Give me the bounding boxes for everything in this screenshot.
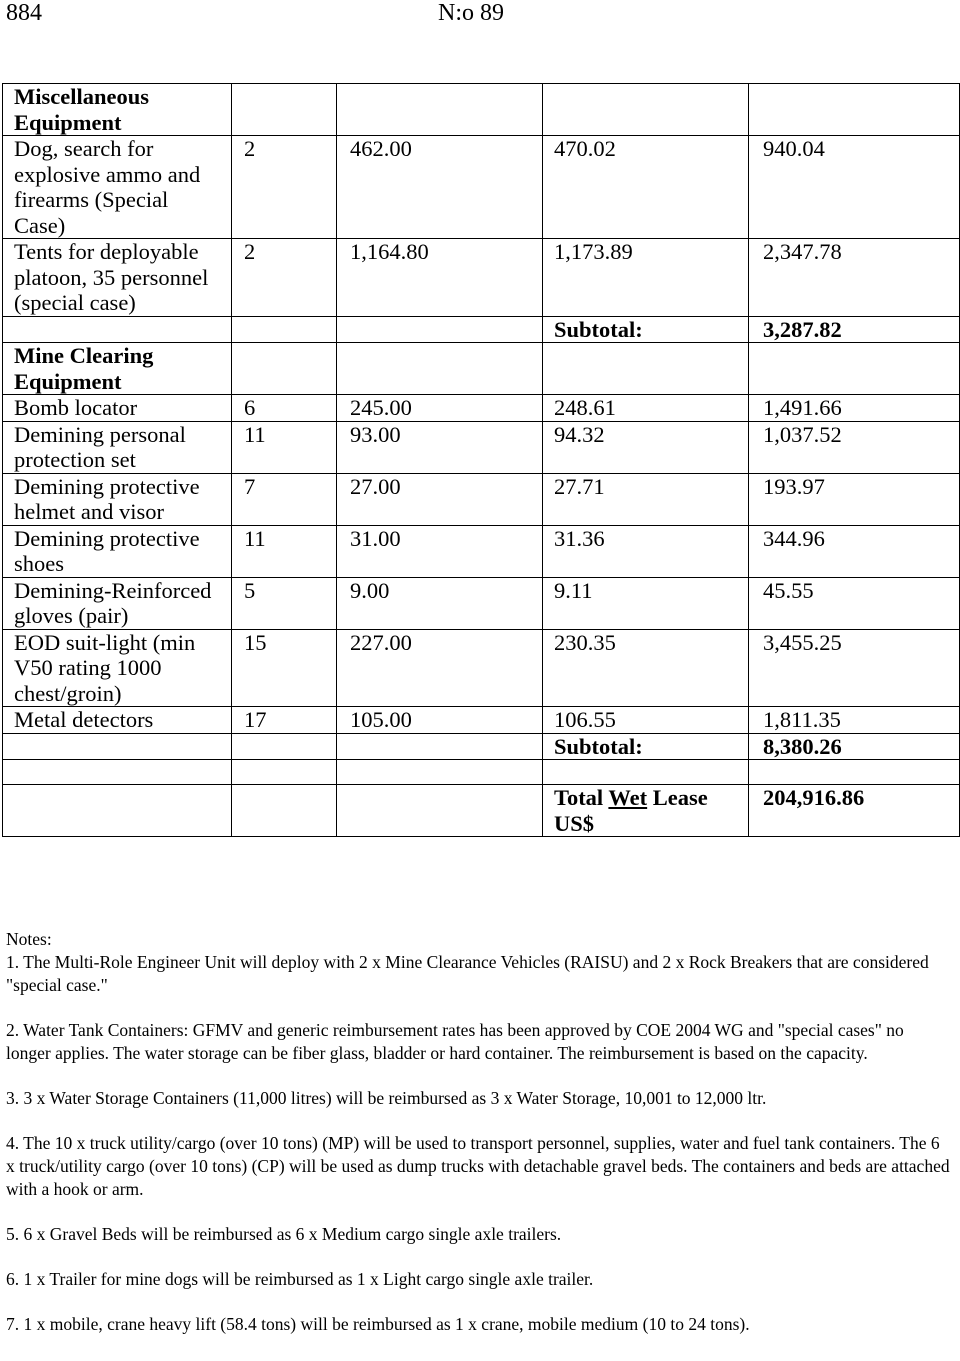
empty-cell	[749, 343, 960, 395]
item-cell: Bomb locator	[3, 395, 232, 422]
total-label-pre: Total	[554, 785, 609, 810]
qty-cell: 6	[232, 395, 337, 422]
table-row	[3, 395, 960, 422]
qty-cell: 15	[232, 629, 337, 707]
rate-cell: 227.00	[337, 629, 543, 707]
table-row	[3, 239, 960, 317]
total-label-post: Lease US$	[554, 785, 708, 836]
total-cell: 3,455.25	[749, 629, 960, 707]
qty-cell: 17	[232, 707, 337, 734]
notes-section	[6, 928, 951, 1358]
subtotal-row	[3, 316, 960, 343]
empty-cell	[232, 316, 337, 343]
qty-cell: 2	[232, 136, 337, 239]
note-item: 6. 1 x Trailer for mine dogs will be reimbursed as 1 x Light cargo single axle trailer.	[6, 1269, 594, 1289]
adjusted-rate-cell: 106.55	[543, 707, 749, 734]
subtotal-label: Subtotal:	[543, 316, 749, 343]
total-cell: 940.04	[749, 136, 960, 239]
adjusted-rate-cell: 94.32	[543, 421, 749, 473]
rate-cell: 462.00	[337, 136, 543, 239]
adjusted-rate-cell: 1,173.89	[543, 239, 749, 317]
empty-cell	[232, 785, 337, 837]
empty-cell	[232, 84, 337, 136]
empty-cell	[749, 760, 960, 785]
empty-cell	[337, 785, 543, 837]
empty-cell	[543, 84, 749, 136]
table-row	[3, 136, 960, 239]
qty-cell: 11	[232, 525, 337, 577]
total-label	[543, 785, 749, 837]
qty-cell: 11	[232, 421, 337, 473]
note-item: 4. The 10 x truck utility/cargo (over 10 tons) (MP) will be used to transport personnel, supplies, water and fuel tank containers. The 6 x truck/utility cargo (over 10 tons) (CP) will be used as dump trucks with detachable gravel beds. The containers and beds are attached with a hook or arm.	[6, 1133, 950, 1199]
section-title-row	[3, 84, 960, 136]
equipment-table	[2, 83, 960, 837]
adjusted-rate-cell: 230.35	[543, 629, 749, 707]
empty-cell	[3, 733, 232, 760]
empty-cell	[3, 316, 232, 343]
total-cell: 1,491.66	[749, 395, 960, 422]
item-cell: Tents for deployable platoon, 35 personnel (special case)	[3, 239, 232, 317]
notes-list	[6, 951, 951, 1336]
document-number: N:o 89	[438, 0, 504, 26]
empty-cell	[232, 343, 337, 395]
rate-cell: 1,164.80	[337, 239, 543, 317]
rate-cell: 9.00	[337, 577, 543, 629]
total-row	[3, 785, 960, 837]
rate-cell: 245.00	[337, 395, 543, 422]
item-cell: Demining personal protection set	[3, 421, 232, 473]
qty-cell: 7	[232, 473, 337, 525]
notes-label: Notes:	[6, 929, 52, 949]
empty-cell	[337, 760, 543, 785]
adjusted-rate-cell: 248.61	[543, 395, 749, 422]
empty-cell	[543, 343, 749, 395]
total-cell: 2,347.78	[749, 239, 960, 317]
table-row	[3, 421, 960, 473]
total-cell: 193.97	[749, 473, 960, 525]
subtotal-label: Subtotal:	[543, 733, 749, 760]
empty-cell	[3, 760, 232, 785]
subtotal-row	[3, 733, 960, 760]
subtotal-value: 3,287.82	[749, 316, 960, 343]
adjusted-rate-cell: 470.02	[543, 136, 749, 239]
adjusted-rate-cell: 27.71	[543, 473, 749, 525]
table-row	[3, 525, 960, 577]
empty-cell	[749, 84, 960, 136]
empty-cell	[232, 733, 337, 760]
total-cell: 1,811.35	[749, 707, 960, 734]
table-row	[3, 707, 960, 734]
rate-cell: 105.00	[337, 707, 543, 734]
note-item: 3. 3 x Water Storage Containers (11,000 litres) will be reimbursed as 3 x Water Storage, 10,001 to 12,000 ltr.	[6, 1088, 767, 1108]
total-label-wet: Wet	[608, 785, 648, 810]
note-item: 5. 6 x Gravel Beds will be reimbursed as 6 x Medium cargo single axle trailers.	[6, 1224, 562, 1244]
adjusted-rate-cell: 9.11	[543, 577, 749, 629]
table-row	[3, 473, 960, 525]
table-row	[3, 629, 960, 707]
empty-cell	[337, 316, 543, 343]
empty-cell	[3, 785, 232, 837]
item-cell: Metal detectors	[3, 707, 232, 734]
page-number: 884	[6, 0, 42, 26]
empty-cell	[232, 760, 337, 785]
rate-cell: 93.00	[337, 421, 543, 473]
note-item: 1. The Multi-Role Engineer Unit will deploy with 2 x Mine Clearance Vehicles (RAISU) and 2 x Rock Breakers that are considered "special case."	[6, 952, 929, 995]
item-cell: Demining protective shoes	[3, 525, 232, 577]
empty-cell	[337, 343, 543, 395]
rate-cell: 31.00	[337, 525, 543, 577]
total-cell: 1,037.52	[749, 421, 960, 473]
empty-cell	[543, 760, 749, 785]
item-cell: Dog, search for explosive ammo and firearms (Special Case)	[3, 136, 232, 239]
qty-cell: 2	[232, 239, 337, 317]
subtotal-value: 8,380.26	[749, 733, 960, 760]
rate-cell: 27.00	[337, 473, 543, 525]
adjusted-rate-cell: 31.36	[543, 525, 749, 577]
empty-cell	[337, 84, 543, 136]
item-cell: Demining protective helmet and visor	[3, 473, 232, 525]
total-cell: 344.96	[749, 525, 960, 577]
section-title: Miscellaneous Equipment	[3, 84, 232, 136]
table-row	[3, 577, 960, 629]
note-item: 2. Water Tank Containers: GFMV and generic reimbursement rates has been approved by COE 2004 WG and "special cases" no longer applies. The water storage can be fiber glass, bladder or hard container. The reimbursement is based on the capacity.	[6, 1020, 904, 1063]
item-cell: EOD suit-light (min V50 rating 1000 chest/groin)	[3, 629, 232, 707]
total-cell: 45.55	[749, 577, 960, 629]
spacer-row	[3, 760, 960, 785]
empty-cell	[337, 733, 543, 760]
item-cell: Demining-Reinforced gloves (pair)	[3, 577, 232, 629]
total-value: 204,916.86	[749, 785, 960, 837]
section-title-row	[3, 343, 960, 395]
qty-cell: 5	[232, 577, 337, 629]
note-item: 7. 1 x mobile, crane heavy lift (58.4 tons) will be reimbursed as 1 x crane, mobile medium (10 to 24 tons).	[6, 1314, 750, 1334]
section-title: Mine Clearing Equipment	[3, 343, 232, 395]
